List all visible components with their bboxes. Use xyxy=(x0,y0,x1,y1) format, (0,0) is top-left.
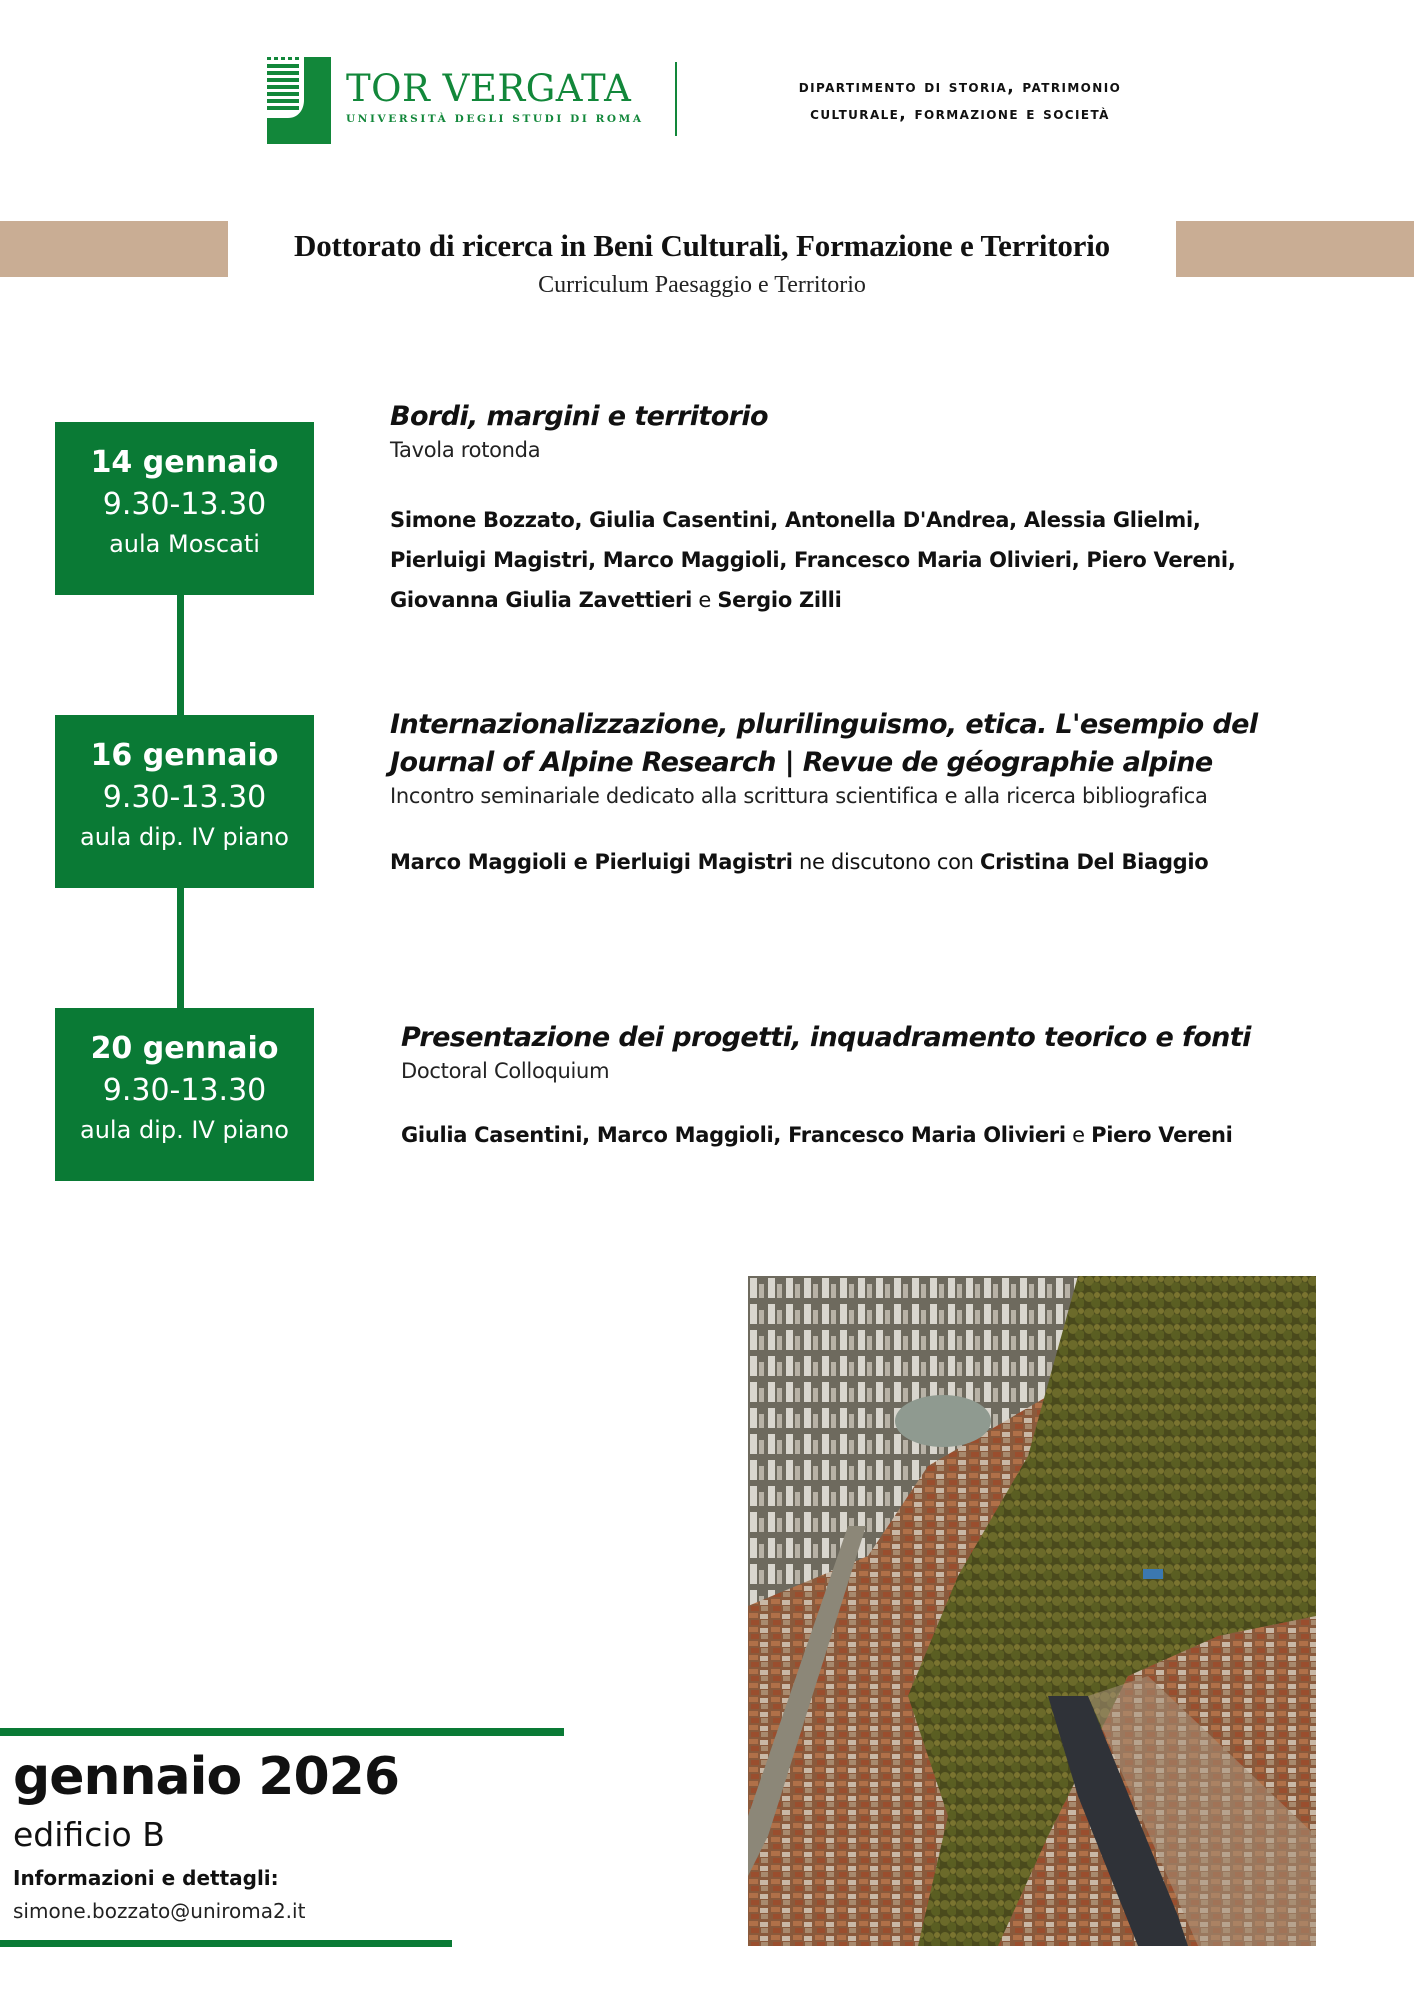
event-type: Incontro seminariale dedicato alla scrittura scientifica e alla ricerca bibliografica xyxy=(390,784,1208,808)
event-title: Bordi, margini e territorio xyxy=(390,401,769,432)
aerial-photo xyxy=(748,1276,1316,1946)
event-type: Tavola rotonda xyxy=(390,438,541,462)
event-date: 14 gennaio xyxy=(90,445,279,480)
department-name xyxy=(700,74,1220,128)
university-name: TOR VERGATA xyxy=(346,67,632,110)
event-speakers xyxy=(401,1115,1301,1155)
speaker-names: Sergio Zilli xyxy=(717,588,842,612)
event-room: aula dip. IV piano xyxy=(80,823,289,851)
tor-vergata-logo-icon xyxy=(266,56,332,144)
speaker-connector: e xyxy=(1065,1123,1092,1147)
event-title: Presentazione dei progetti, inquadramento teorico e fonti xyxy=(401,1022,1251,1053)
month-year: gennaio 2026 xyxy=(13,1747,399,1807)
event-details xyxy=(390,706,1300,882)
event-title: Internazionalizzazione, plurilinguismo, etica. L'esempio del Journal of Alpine Research | Revue de géographie alpine xyxy=(390,709,1258,778)
timeline-connector xyxy=(177,594,184,716)
event-speakers xyxy=(390,842,1300,882)
date-box xyxy=(55,422,314,595)
event-room: aula Moscati xyxy=(109,530,260,558)
event-date: 20 gennaio xyxy=(90,1031,279,1066)
program-title: Dottorato di ricerca in Beni Culturali, Formazione e Territorio xyxy=(294,228,1110,263)
event-speakers xyxy=(390,500,1290,620)
footer-rule-bottom xyxy=(0,1940,452,1947)
aerial-photo-image xyxy=(748,1276,1316,1946)
info-label: Informazioni e dettagli: xyxy=(13,1866,279,1890)
university-logo-text xyxy=(346,67,644,125)
speaker-names: Cristina Del Biaggio xyxy=(980,850,1209,874)
speaker-names: Giulia Casentini, Marco Maggioli, Francesco Maria Olivieri xyxy=(401,1123,1066,1147)
event-time: 9.30-13.30 xyxy=(102,487,267,522)
event-time: 9.30-13.30 xyxy=(102,780,267,815)
curriculum-subtitle: Curriculum Paesaggio e Territorio xyxy=(538,272,866,298)
date-box xyxy=(55,1008,314,1181)
event-type: Doctoral Colloquium xyxy=(401,1059,610,1083)
event-details xyxy=(401,1019,1301,1155)
footer-rule-top xyxy=(0,1728,564,1736)
date-box xyxy=(55,715,314,888)
event-details xyxy=(390,398,1290,620)
building: edificio B xyxy=(13,1815,165,1854)
speaker-names: Marco Maggioli e Pierluigi Magistri xyxy=(390,850,793,874)
speaker-connector: e xyxy=(691,588,718,612)
banner-band-left xyxy=(0,221,228,277)
speaker-names: Piero Vereni xyxy=(1091,1123,1233,1147)
department-line-2: culturale, formazione e società xyxy=(810,104,1110,124)
university-subtitle: UNIVERSITÀ DEGLI STUDI DI ROMA xyxy=(346,113,644,125)
speaker-names: Simone Bozzato, Giulia Casentini, Antonella D'Andrea, Alessia Glielmi, Pierluigi Magistri, Marco Maggioli, Francesco Maria Olivieri, Piero Vereni, Giovanna Giulia Zavettieri xyxy=(390,508,1236,612)
timeline-connector xyxy=(177,887,184,1009)
department-line-1: dipartimento di storia, patrimonio xyxy=(798,77,1122,97)
event-date: 16 gennaio xyxy=(90,738,279,773)
contact-email[interactable]: simone.bozzato@uniroma2.it xyxy=(13,1899,306,1923)
speaker-connector: ne discutono con xyxy=(792,850,981,874)
event-time: 9.30-13.30 xyxy=(102,1073,267,1108)
event-room: aula dip. IV piano xyxy=(80,1116,289,1144)
header-divider xyxy=(675,62,677,136)
banner-band-right xyxy=(1176,221,1414,277)
